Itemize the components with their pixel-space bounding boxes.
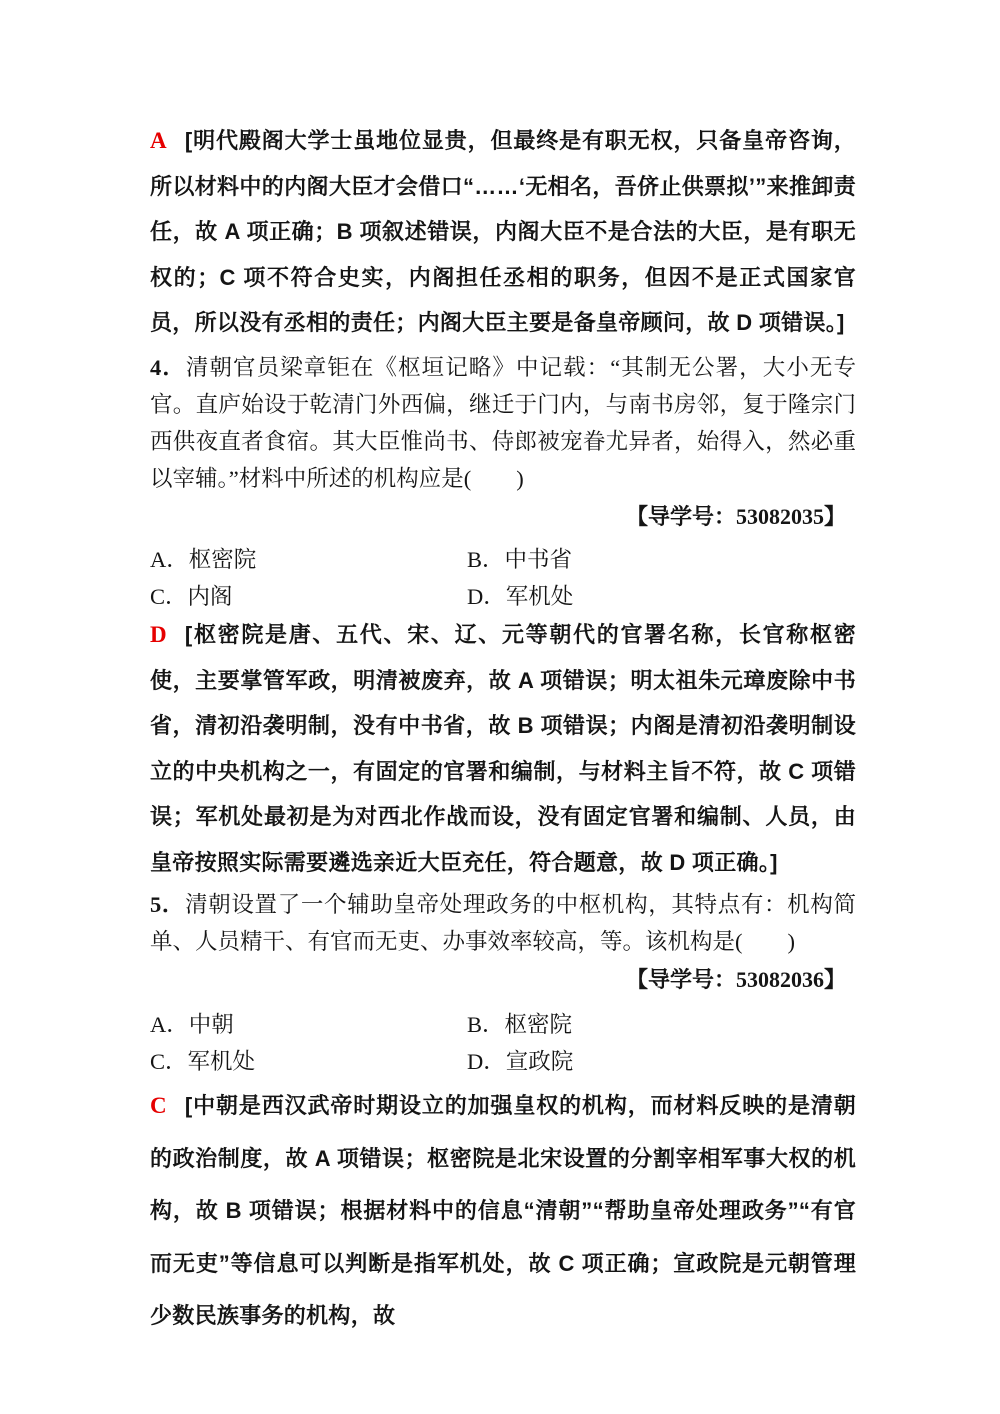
- answer-letter-a: A: [150, 128, 167, 153]
- answer-explanation-d: [150, 612, 856, 885]
- question-5-text: 清朝设置了一个辅助皇帝处理政务的中枢机构，其特点有：机构简单、人员精干、有官而无吏、办事效率较高，等。该机构是( ): [150, 892, 856, 954]
- question-4-text: 清朝官员梁章钜在《枢垣记略》中记载：“其制无公署，大小无专官。直庐始设于乾清门外西偏，继迁于门内，与南书房邻，复于隆宗门西供夜直者食宿。其大臣惟尚书、侍郎被宠眷尤异者，始得入，然必重以宰辅。”材料中所述的机构应是( ): [150, 355, 856, 491]
- answer-explanation-c: [150, 1080, 856, 1343]
- question-5-option-c: C．军机处: [150, 1049, 256, 1074]
- answer-letter-c: C: [150, 1093, 167, 1118]
- answer-explanation-d-text: [枢密院是唐、五代、宋、辽、元等朝代的官署名称，长官称枢密使，主要掌管军政，明清被废弃，故 A 项错误；明太祖朱元璋废除中书省，清初沿袭明制，没有中书省，故 B 项错误；内阁是清初沿袭明制设立的中央机构之一，有固定的官署和编制，与材料主旨不符，故 C 项错误；军机处最初是为对西北作战而设，没有固定官署和编制、人员，由皇帝按照实际需要遴选亲近大臣充任，符合题意，故 D 项正确。]: [150, 622, 856, 875]
- answer-explanation-c-text: [中朝是西汉武帝时期设立的加强皇权的机构，而材料反映的是清朝的政治制度，故 A 项错误；枢密院是北宋设置的分割宰相军事大权的机构，故 B 项错误；根据材料中的信息“清朝”“帮助皇帝处理政务”“有官而无吏”等信息可以判断是指军机处，故 C 项正确；宣政院是元朝管理少数民族事务的机构，故: [150, 1093, 856, 1328]
- question-4-option-d: D．军机处: [467, 584, 574, 609]
- question-5-number: 5．: [150, 892, 186, 917]
- question-4-guide-number: 【导学号：53082035】: [625, 504, 846, 529]
- answer-letter-d: D: [150, 622, 167, 647]
- question-5-option-d: D．宣政院: [467, 1049, 574, 1074]
- question-5-guide-number: 【导学号：53082036】: [625, 967, 846, 992]
- question-5-stem: [150, 886, 856, 960]
- question-4-option-a: A．枢密院: [150, 547, 257, 572]
- answer-explanation-a-text: [明代殿阁大学士虽地位显贵，但最终是有职无权，只备皇帝咨询，所以材料中的内阁大臣才会借口“……‘无相名，吾侪止供票拟’”来推卸责任，故 A 项正确；B 项叙述错误，内阁大臣不是合法的大臣，是有职无权的；C 项不符合史实，内阁担任丞相的职务，但因不是正式国家官员，所以没有丞相的责任；内阁大臣主要是备皇帝顾问，故 D 项错误。]: [150, 128, 856, 335]
- question-4-stem: [150, 349, 856, 497]
- question-4-option-b: B．中书省: [467, 547, 573, 572]
- question-5-option-b: B．枢密院: [467, 1012, 573, 1037]
- question-5-options: [150, 1006, 856, 1080]
- question-5-option-a: A．中朝: [150, 1012, 234, 1037]
- question-4-options: [150, 541, 856, 615]
- question-4-number: 4．: [150, 355, 186, 380]
- question-4-option-c: C．内阁: [150, 584, 233, 609]
- answer-explanation-a: [150, 118, 856, 346]
